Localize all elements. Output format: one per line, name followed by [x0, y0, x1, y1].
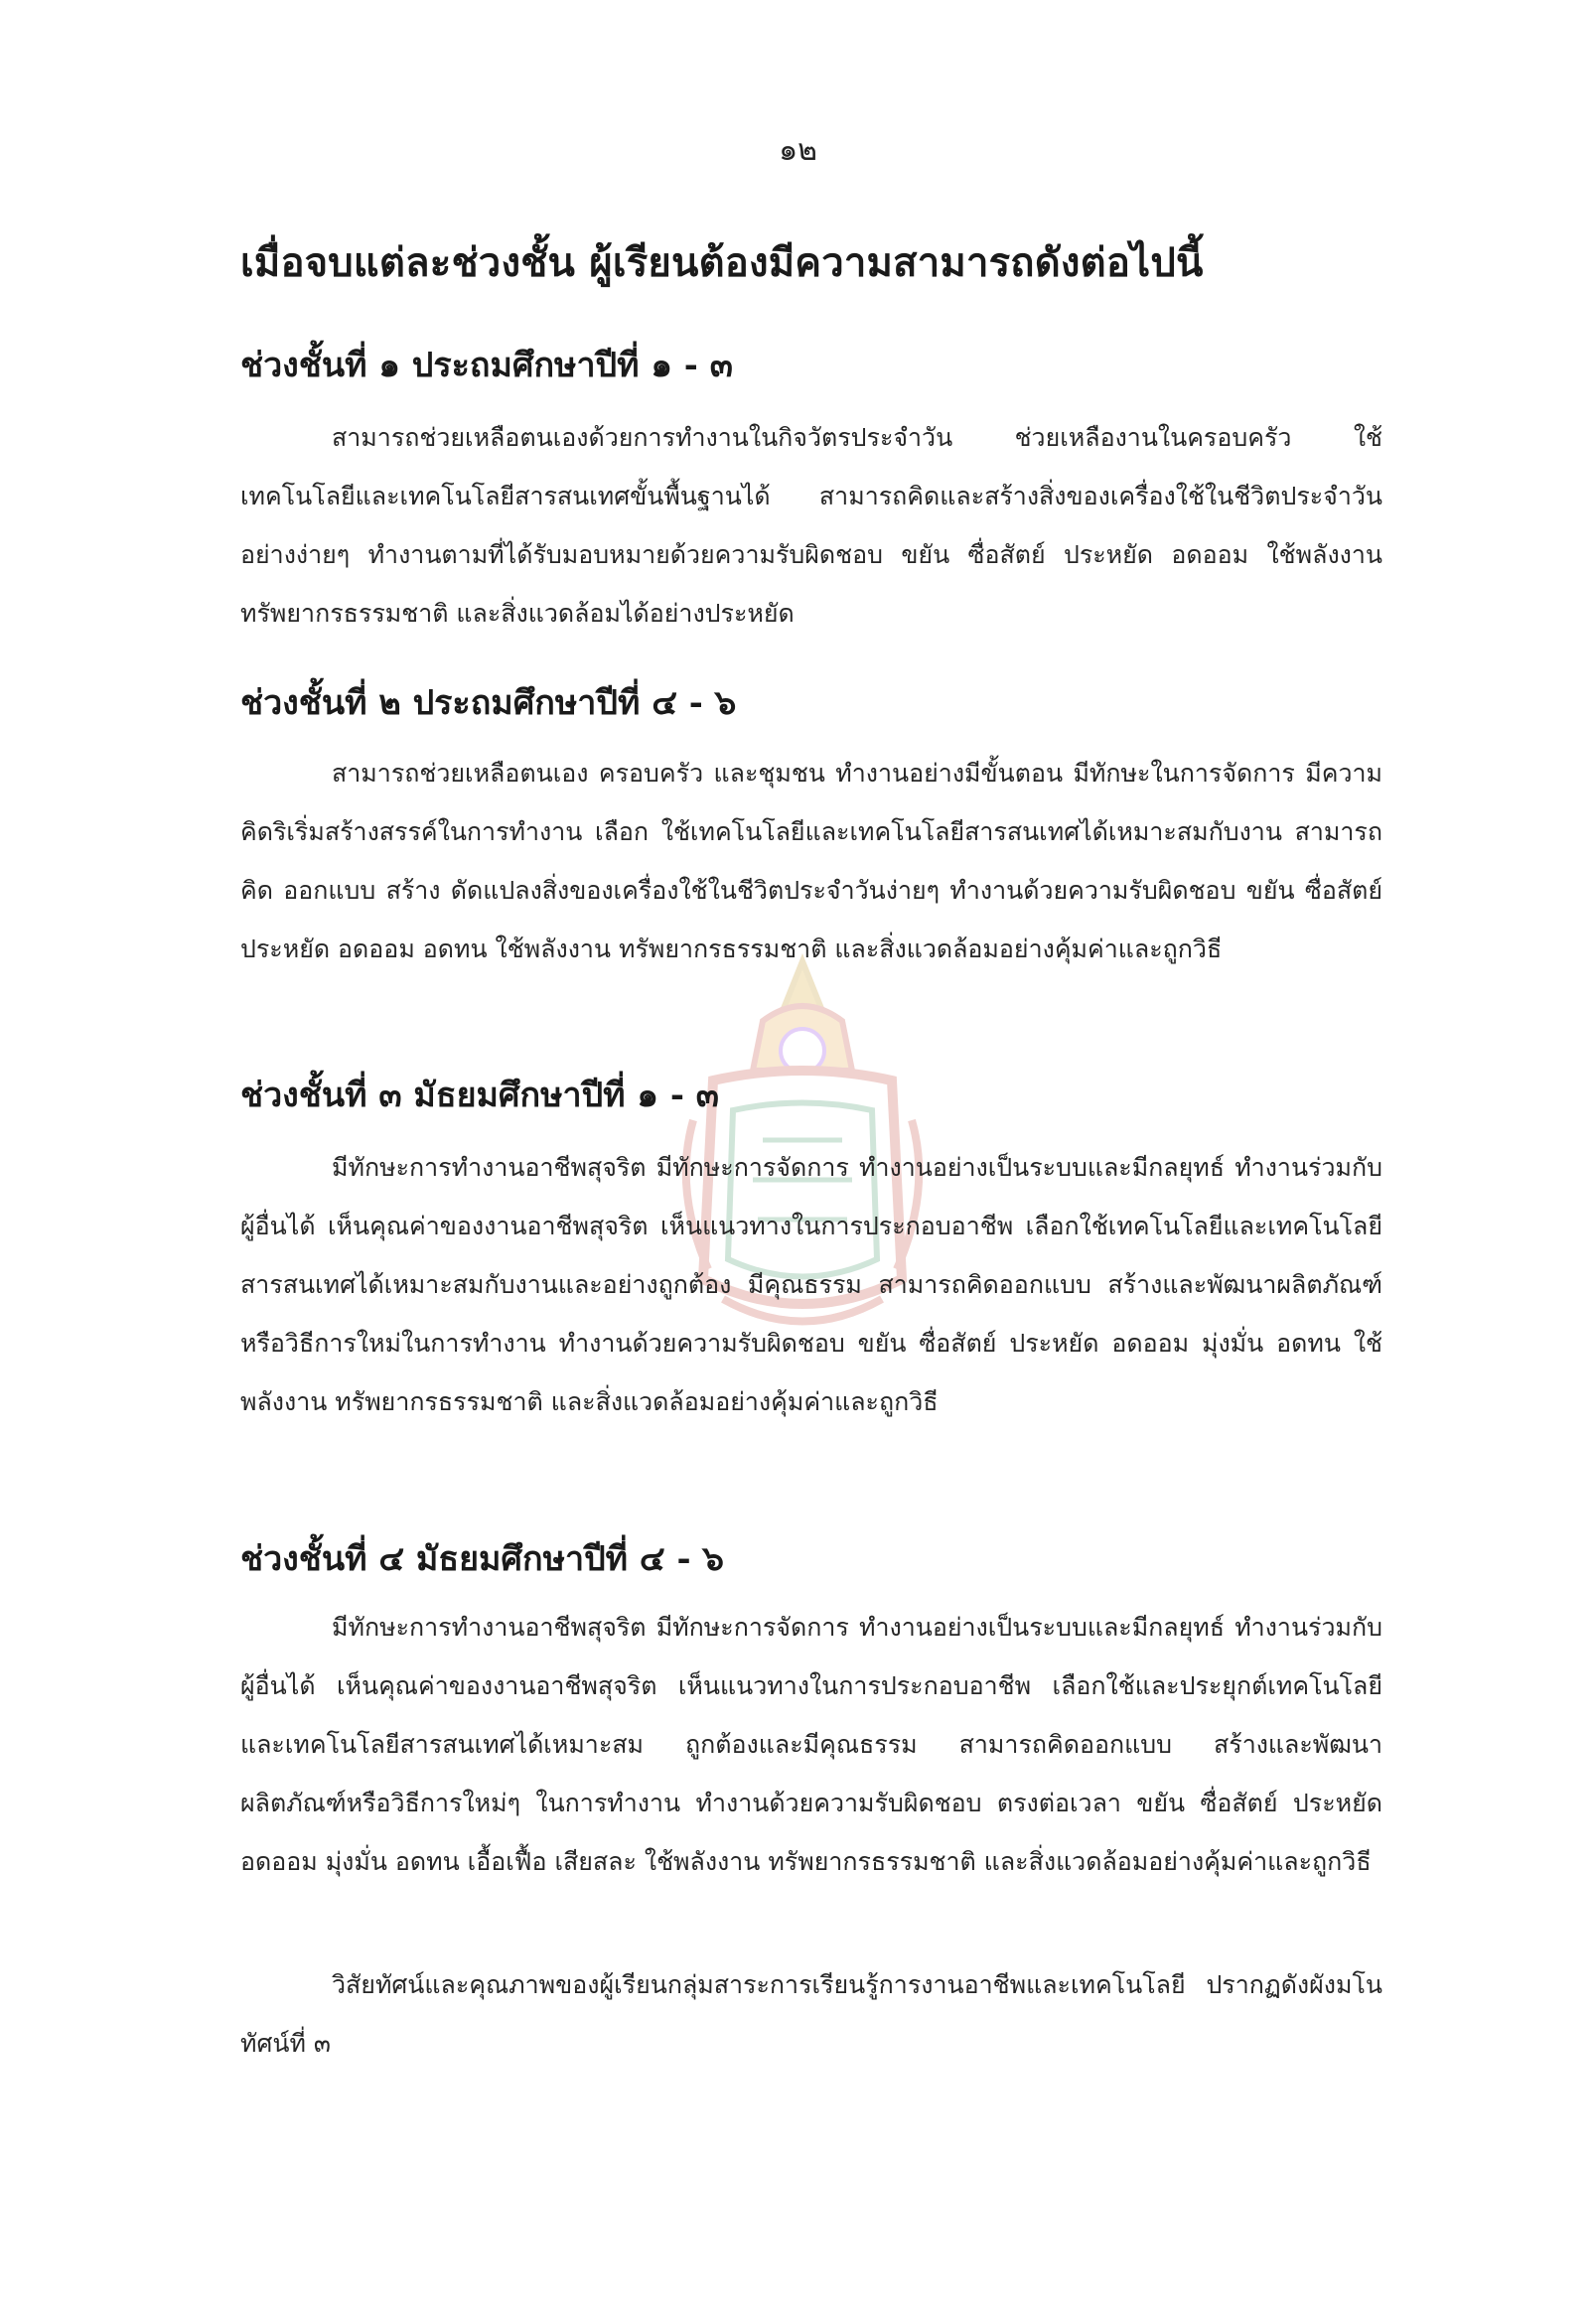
section-heading-3: ช่วงชั้นที่ ๓ มัธยมศึกษาปีที่ ๑ - ๓: [240, 1076, 720, 1115]
section-paragraph-4: มีทักษะการทำงานอาชีพสุจริต มีทักษะการจัดการ ทำงานอย่างเป็นระบบและมีกลยุทธ์ ทำงานร่วมกับผู้อื่นได้ เห็นคุณค่าของงานอาชีพสุจริต เห็นแนวทางในการประกอบอาชีพ เลือกใช้และประยุกต์เทคโนโลยีและเทคโนโลยีสารสนเทศได้เหมาะสม ถูกต้องและมีคุณธรรม สามารถคิดออกแบบ สร้างและพัฒนาผลิตภัณฑ์หรือวิธีการใหม่ๆ ในการทำงาน ทำงานด้วยความรับผิดชอบ ตรงต่อเวลา ขยัน ซื่อสัตย์ ประหยัด อดออม มุ่งมั่น อดทน เอื้อเฟื้อ เสียสละ ใช้พลังงาน ทรัพยากรธรรมชาติ และสิ่งแวดล้อมอย่างคุ้มค่าและถูกวิธี: [240, 1613, 1382, 1876]
section-heading-4: ช่วงชั้นที่ ๔ มัธยมศึกษาปีที่ ๔ - ๖: [240, 1539, 725, 1579]
section-heading-1: ช่วงชั้นที่ ๑ ประถมศึกษาปีที่ ๑ - ๓: [240, 346, 733, 385]
section-paragraph-2: สามารถช่วยเหลือตนเอง ครอบครัว และชุมชน ทำงานอย่างมีขั้นตอน มีทักษะในการจัดการ มีความคิดริเริ่มสร้างสรรค์ในการทำงาน เลือก ใช้เทคโนโลยีและเทคโนโลยีสารสนเทศได้เหมาะสมกับงาน สามารถคิด ออกแบบ สร้าง ดัดแปลงสิ่งของเครื่องใช้ในชีวิตประจำวันง่ายๆ ทำงานด้วยความรับผิดชอบ ขยัน ซื่อสัตย์ ประหยัด อดออม อดทน ใช้พลังงาน ทรัพยากรธรรมชาติ และสิ่งแวดล้อมอย่างคุ้มค่าและถูกวิธี: [240, 759, 1382, 963]
section-paragraph-1: สามารถช่วยเหลือตนเองด้วยการทำงานในกิจวัตรประจำวัน ช่วยเหลืองานในครอบครัว ใช้เทคโนโลยีและเทคโนโลยีสารสนเทศขั้นพื้นฐานได้ สามารถคิดและสร้างสิ่งของเครื่องใช้ในชีวิตประจำวันอย่างง่ายๆ ทำงานตามที่ได้รับมอบหมายด้วยความรับผิดชอบ ขยัน ซื่อสัตย์ ประหยัด อดออม ใช้พลังงาน ทรัพยากรธรรมชาติ และสิ่งแวดล้อมได้อย่างประหยัด: [240, 423, 1382, 628]
page-number: ๑๒: [779, 133, 817, 168]
section-heading-2: ช่วงชั้นที่ ๒ ประถมศึกษาปีที่ ๔ - ๖: [240, 683, 737, 723]
section-paragraph-3: มีทักษะการทำงานอาชีพสุจริต มีทักษะการจัดการ ทำงานอย่างเป็นระบบและมีกลยุทธ์ ทำงานร่วมกับผู้อื่นได้ เห็นคุณค่าของงานอาชีพสุจริต เห็นแนวทางในการประกอบอาชีพ เลือกใช้เทคโนโลยีและเทคโนโลยีสารสนเทศได้เหมาะสมกับงานและอย่างถูกต้อง มีคุณธรรม สามารถคิดออกแบบ สร้างและพัฒนาผลิตภัณฑ์หรือวิธีการใหม่ในการทำงาน ทำงานด้วยความรับผิดชอบ ขยัน ซื่อสัตย์ ประหยัด อดออม มุ่งมั่น อดทน ใช้พลังงาน ทรัพยากรธรรมชาติ และสิ่งแวดล้อมอย่างคุ้มค่าและถูกวิธี: [240, 1153, 1382, 1416]
closing-paragraph: วิสัยทัศน์และคุณภาพของผู้เรียนกลุ่มสาระการเรียนรู้การงานอาชีพและเทคโนโลยี ปรากฏดังผังมโนทัศน์ที่ ๓: [240, 1970, 1382, 2058]
page-title: เมื่อจบแต่ละช่วงชั้น ผู้เรียนต้องมีความสามารถดังต่อไปนี้: [240, 239, 1204, 286]
